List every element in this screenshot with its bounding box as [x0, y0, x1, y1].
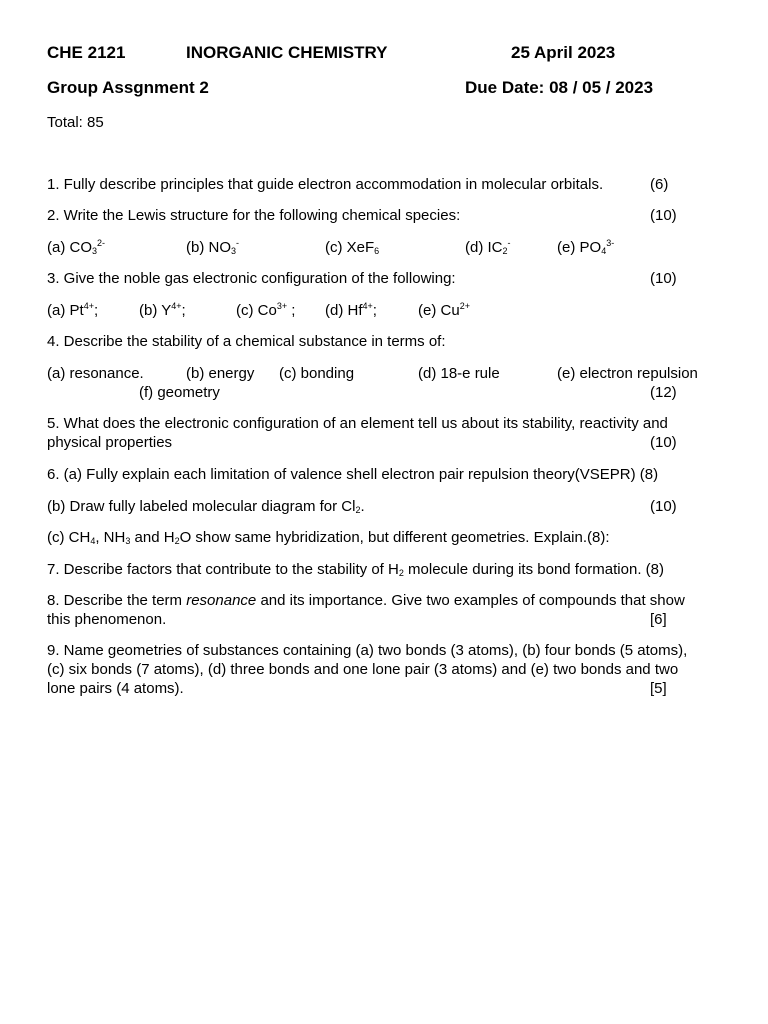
q3-item-b: (b) $Y^{4+}$; — [139, 301, 186, 319]
emphasized-term: resonance — [186, 592, 257, 609]
q2-item-c: (c) XeF$_6$ — [325, 239, 380, 256]
q2-item-e: (e) $PO_4^{3-}$ — [557, 238, 615, 256]
question-6b: (b) Draw fully labeled molecular diagram for $Cl_2$. — [47, 498, 365, 515]
course-code: CHE 2121 — [47, 43, 126, 62]
assignment-title: Group Assgnment 2 — [47, 78, 209, 97]
question-8-line-1: 8. Describe the term resonance and its importance. Give two examples of compounds that show — [47, 592, 685, 609]
question-1: 1. Fully describe principles that guide electron accommodation in molecular orbitals. — [47, 176, 604, 193]
question-9-line-3: lone pairs (4 atoms). — [47, 680, 184, 697]
q3-item-c: (c) $Co^{3+}$ ; — [236, 301, 296, 319]
q3-item-d: (d) $Hf^{4+}$; — [325, 301, 377, 319]
question-9-line-1: 9. Name geometries of substances containing (a) two bonds (3 atoms), (b) four bonds (5 atoms), — [47, 642, 688, 659]
question-6c: (c) $CH_4$, $NH_3$ and $H_2O$ show same hybridization, but different geometries. Explain.(8): — [47, 529, 610, 546]
q4-item-a: (a) resonance. — [47, 365, 144, 382]
question-8-line-2: this phenomenon. — [47, 611, 167, 628]
question-3-marks: (10) — [650, 270, 677, 287]
question-1-marks: (6) — [650, 176, 669, 193]
exam-date: 25 April 2023 — [511, 43, 616, 62]
q3-item-a: (a) $Pt^{4+}$; — [47, 301, 99, 319]
question-7: 7. Describe factors that contribute to the stability of $H_2$ molecule during its bond formation. (8) — [47, 561, 664, 578]
question-5-line-2: physical properties — [47, 434, 173, 451]
q3-item-e: (e) $Cu^{2+}$ — [418, 301, 470, 319]
question-8-marks: [6] — [650, 611, 667, 628]
question-4-marks: (12) — [650, 384, 677, 401]
q4-item-d: (d) 18-e rule — [418, 365, 500, 382]
question-2-marks: (10) — [650, 207, 677, 224]
question-4: 4. Describe the stability of a chemical substance in terms of: — [47, 333, 446, 350]
q2-item-a: (a) $CO_3^{2-}$ — [47, 238, 106, 256]
question-9-marks: [5] — [650, 680, 667, 697]
q2-item-d: (d) $IC_2^-$ — [465, 238, 511, 256]
question-5-line-1: 5. What does the electronic configuration of an element tell us about its stability, reactivity and — [47, 415, 668, 432]
q4-item-c: (c) bonding — [279, 365, 355, 382]
question-2: 2. Write the Lewis structure for the following chemical species: — [47, 207, 461, 224]
total-marks: Total: 85 — [47, 114, 104, 131]
q2-item-b: (b) $NO_3^-$ — [186, 238, 240, 256]
course-title: INORGANIC CHEMISTRY — [186, 43, 388, 62]
question-6a: 6. (a) Fully explain each limitation of valence shell electron pair repulsion theory(VSEPR) (8) — [47, 466, 659, 483]
q4-item-e: (e) electron repulsion — [557, 365, 698, 382]
due-date: Due Date: 08 / 05 / 2023 — [465, 78, 654, 97]
question-3: 3. Give the noble gas electronic configuration of the following: — [47, 270, 456, 287]
q4-item-f: (f) geometry — [139, 384, 220, 401]
question-9-line-2: (c) six bonds (7 atoms), (d) three bonds and one lone pair (3 atoms) and (e) two bonds and two — [47, 661, 679, 678]
question-5-marks: (10) — [650, 434, 677, 451]
q4-item-b: (b) energy — [186, 365, 255, 382]
question-6b-marks: (10) — [650, 498, 677, 515]
